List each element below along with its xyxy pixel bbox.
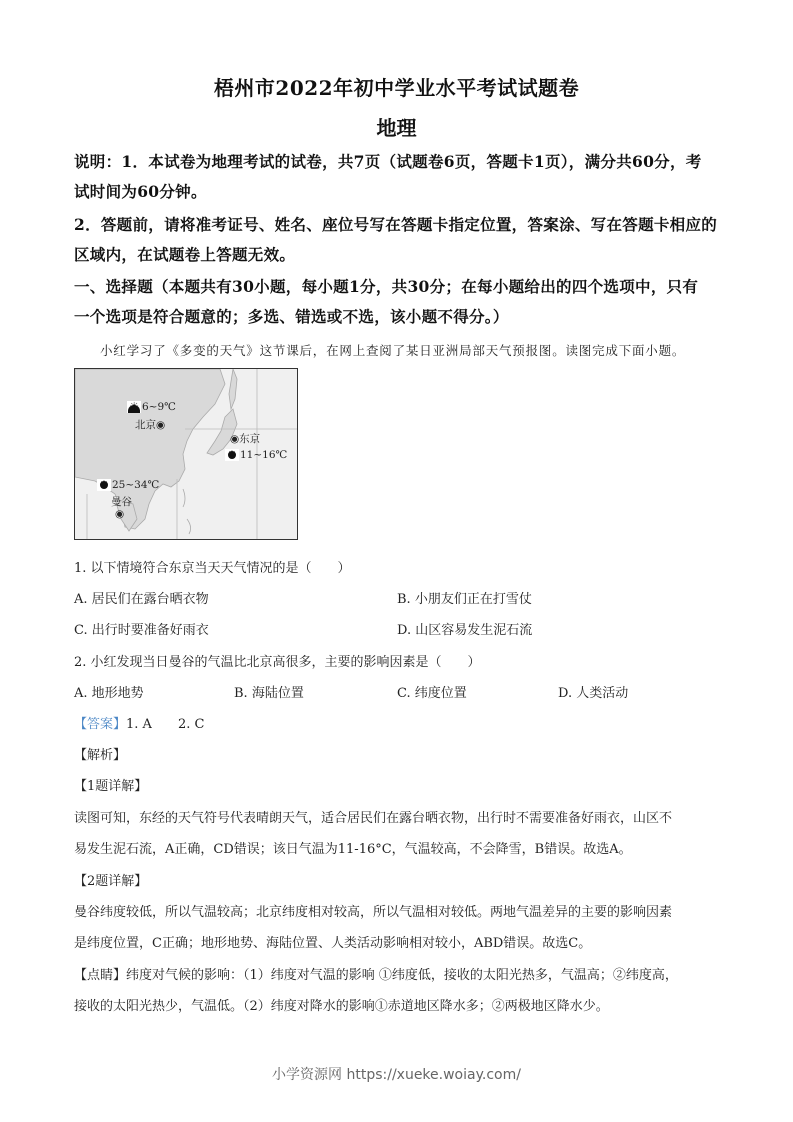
answer-value: 1. A 2. C xyxy=(126,717,205,732)
q1-detail-title: 【1题详解】 xyxy=(74,779,148,794)
bangkok-temp: 25~34℃ xyxy=(112,479,160,491)
tokyo-label xyxy=(230,431,260,446)
q2-detail-line-2: 是纬度位置，C正确；地形地势、海陆位置、人类活动影响相对较小，ABD错误。故选C。 xyxy=(74,936,592,951)
tokyo-weather xyxy=(225,449,287,461)
beijing-weather xyxy=(127,401,176,413)
city-marker-icon: ◉ xyxy=(230,433,240,445)
answer-label: 【答案】 xyxy=(74,717,127,732)
bangkok-weather xyxy=(97,479,159,491)
q2-detail-title: 【2题详解】 xyxy=(74,874,148,889)
instructions-line-4: 区域内，在试题卷上答题无效。 xyxy=(74,245,296,264)
bangkok-label xyxy=(111,494,132,509)
tip-label: 【点睛】 xyxy=(74,968,127,983)
answer-row xyxy=(74,713,724,732)
q1-detail-line-2: 易发生泥石流，A正确，CD错误；该日气温为11-16°C，气温较高，不会降雪，B错误。故选A。 xyxy=(74,842,632,857)
instructions-line-1: 说明：1．本试卷为地理考试的试卷，共7页（试题卷6页，答题卡1页），满分共60分，考 xyxy=(74,152,702,171)
sunny-to-cloudy-icon xyxy=(127,401,141,413)
sunny-icon xyxy=(225,449,239,461)
question-2-option-d[interactable]: D. 人类活动 xyxy=(558,686,629,701)
analysis-label: 【解析】 xyxy=(74,748,127,763)
tokyo-temp: 11~16℃ xyxy=(240,449,288,461)
bangkok-name: 曼谷 xyxy=(111,496,132,508)
question-1-stem: 1. 以下情境符合东京当天天气情况的是（ ） xyxy=(74,561,351,576)
tokyo-name: 东京 xyxy=(239,433,261,445)
footer-watermark: 小学资源网 https://xueke.woiay.com/ xyxy=(272,1067,521,1083)
question-2-stem: 2. 小红发现当日曼谷的气温比北京高很多，主要的影响因素是（ ） xyxy=(74,655,481,670)
question-2-option-a[interactable]: A. 地形地势 xyxy=(74,686,144,701)
question-intro: 小红学习了《多变的天气》这节课后，在网上查阅了某日亚洲局部天气预报图。读图完成下面小题。 xyxy=(100,343,686,358)
q2-detail-line-1: 曼谷纬度较低，所以气温较高；北京纬度相对较高，所以气温相对较低。两地气温差异的主要的影响因素 xyxy=(74,905,673,920)
question-2-option-c[interactable]: C. 纬度位置 xyxy=(397,686,467,701)
tip-text-1: 纬度对气候的影响：（1）纬度对气温的影响 ①纬度低，接收的太阳光热多，气温高；②纬度高， xyxy=(126,968,678,983)
instructions-line-3: 2．答题前，请将准考证号、姓名、座位号写在答题卡指定位置，答案涂、写在答题卡相应的 xyxy=(74,215,718,234)
subject-title: 地理 xyxy=(376,116,417,140)
question-1-option-a[interactable]: A. 居民们在露台晒衣物 xyxy=(74,592,209,607)
section-heading-line-2: 一个选项是符合题意的；多选、错选或不选，该小题不得分。） xyxy=(74,307,509,326)
beijing-name: 北京 xyxy=(135,419,156,431)
beijing-label xyxy=(135,417,165,432)
tip-line-2: 接收的太阳光热少，气温低。（2）纬度对降水的影响①赤道地区降水多；②两极地区降水少。 xyxy=(74,999,609,1014)
q1-detail-line-1: 读图可知，东经的天气符号代表晴朗天气，适合居民们在露台晒衣物，出行时不需要准备好雨衣，山区不 xyxy=(74,811,673,826)
city-marker-icon: ◉ xyxy=(156,419,166,431)
weather-map xyxy=(74,368,298,540)
section-heading-line-1: 一、选择题（本题共有30小题，每小题1分，共30分；在每小题给出的四个选项中，只有 xyxy=(74,277,699,296)
question-1-option-b[interactable]: B. 小朋友们正在打雪仗 xyxy=(397,592,532,607)
tip-line-1 xyxy=(74,964,724,983)
city-marker-icon: ◉ xyxy=(115,508,125,520)
question-1-option-c[interactable]: C. 出行时要准备好雨衣 xyxy=(74,623,209,638)
document-title: 梧州市2022年初中学业水平考试试题卷 xyxy=(213,76,580,100)
instructions-line-2: 试时间为60分钟。 xyxy=(74,182,207,201)
question-1-option-d[interactable]: D. 山区容易发生泥石流 xyxy=(397,623,533,638)
question-2-option-b[interactable]: B. 海陆位置 xyxy=(234,686,304,701)
beijing-temp: 6~9℃ xyxy=(142,401,176,413)
sunny-icon xyxy=(97,479,111,491)
